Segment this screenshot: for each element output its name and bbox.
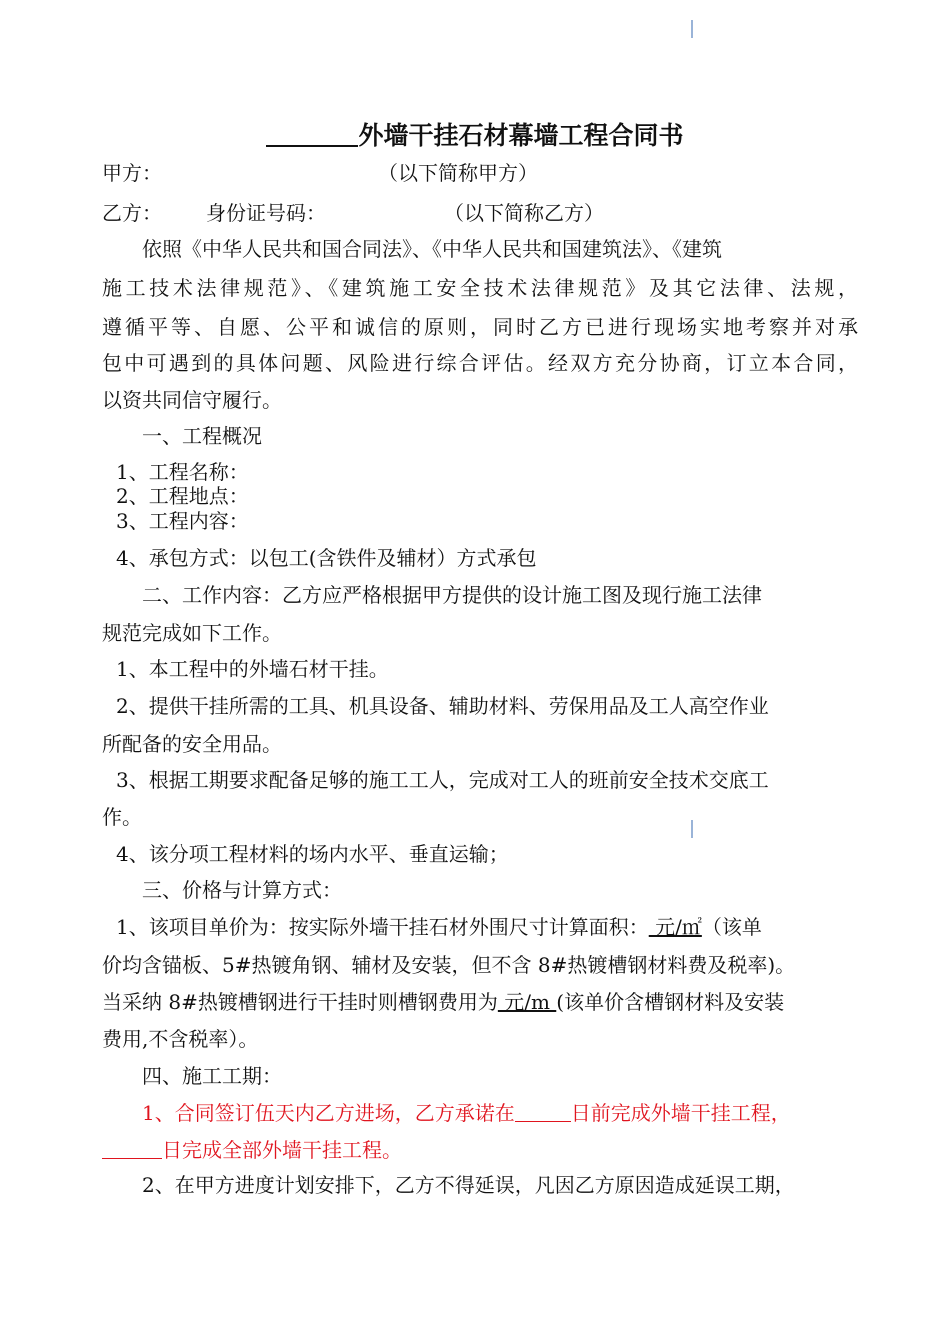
price-text: (该单价含槽钢材料及安装 <box>556 990 785 1014</box>
section-heading: 二、工作内容：乙方应严格根据甲方提供的设计施工图及现行施工法律 <box>142 583 762 607</box>
channel-steel-price-field: 元/m <box>497 990 557 1014</box>
price-text: 1、该项目单价为：按实际外墙干挂石材外围尺寸计算面积： <box>116 915 649 939</box>
cursor-mark <box>691 20 693 38</box>
list-item: 2、工程地点： <box>116 484 249 508</box>
preamble-line: 施工技术法律规范》、《建筑施工安全技术法律规范》及其它法律、法规， <box>102 276 858 300</box>
preamble-line: 以资共同信守履行。 <box>102 388 282 412</box>
unit-price-field: 元/㎡ <box>648 915 702 939</box>
list-item: 2、提供干挂所需的工具、机具设备、辅助材料、劳保用品及工人高空作业 <box>116 694 769 718</box>
title-text: 外墙干挂石材幕墙工程合同书 <box>358 121 684 150</box>
date-blank <box>102 1136 162 1159</box>
preamble-line: 遵循平等、自愿、公平和诚信的原则，同时乙方已进行现场实地考察并对承 <box>102 315 858 339</box>
schedule-text: 日前完成外墙干挂工程， <box>570 1101 791 1125</box>
price-text: 当采纳 8#热镀槽钢进行干挂时则槽钢费用为 <box>102 990 498 1014</box>
schedule-text: 日完成全部外墙干挂工程。 <box>162 1138 402 1162</box>
list-item: 4、承包方式：以包工(含铁件及辅材）方式承包 <box>116 546 537 570</box>
list-item: 4、该分项工程材料的场内水平、垂直运输； <box>116 842 509 866</box>
party-b-id-label: 身份证号码： <box>206 201 326 225</box>
preamble-line: 包中可遇到的具体问题、风险进行综合评估。经双方充分协商，订立本合同， <box>102 351 858 375</box>
document-title <box>0 118 950 154</box>
list-item: 1、本工程中的外墙石材干挂。 <box>116 657 389 681</box>
schedule-line <box>102 1136 402 1163</box>
list-item: 3、根据工期要求配备足够的施工工人，完成对工人的班前安全技术交底工 <box>116 768 769 792</box>
price-line <box>116 914 762 940</box>
paragraph-line: 所配备的安全用品。 <box>102 732 282 756</box>
party-b-note: （以下简称乙方） <box>444 201 604 225</box>
section-heading: 四、施工工期： <box>142 1064 282 1088</box>
price-line: 费用,不含税率）。 <box>102 1027 259 1051</box>
schedule-text: 1、合同签订伍天内乙方进场，乙方承诺在 <box>142 1101 515 1125</box>
party-b-label: 乙方： <box>102 201 162 225</box>
list-item: 1、工程名称： <box>116 460 249 484</box>
title-blank <box>266 121 358 147</box>
schedule-line: 2、在甲方进度计划安排下，乙方不得延误，凡因乙方原因造成延误工期， <box>142 1173 795 1197</box>
price-line <box>102 989 784 1015</box>
date-blank <box>515 1099 571 1122</box>
price-text: （该单 <box>701 915 762 939</box>
party-a-note: （以下简称甲方） <box>378 161 538 185</box>
paragraph-line: 规范完成如下工作。 <box>102 621 282 645</box>
preamble-line: 依照《中华人民共和国合同法》、《中华人民共和国建筑法》、《建筑 <box>142 237 722 261</box>
section-heading: 一、工程概况 <box>142 424 262 448</box>
price-line: 价均含锚板、5#热镀角钢、辅材及安装，但不含 8#热镀槽钢材料费及税率)。 <box>102 953 796 977</box>
list-item: 3、工程内容： <box>116 509 249 533</box>
section-heading: 三、价格与计算方式： <box>142 878 342 902</box>
paragraph-line: 作。 <box>102 805 142 829</box>
cursor-mark <box>691 820 693 838</box>
schedule-line <box>142 1099 791 1126</box>
party-a-label: 甲方： <box>102 161 162 185</box>
